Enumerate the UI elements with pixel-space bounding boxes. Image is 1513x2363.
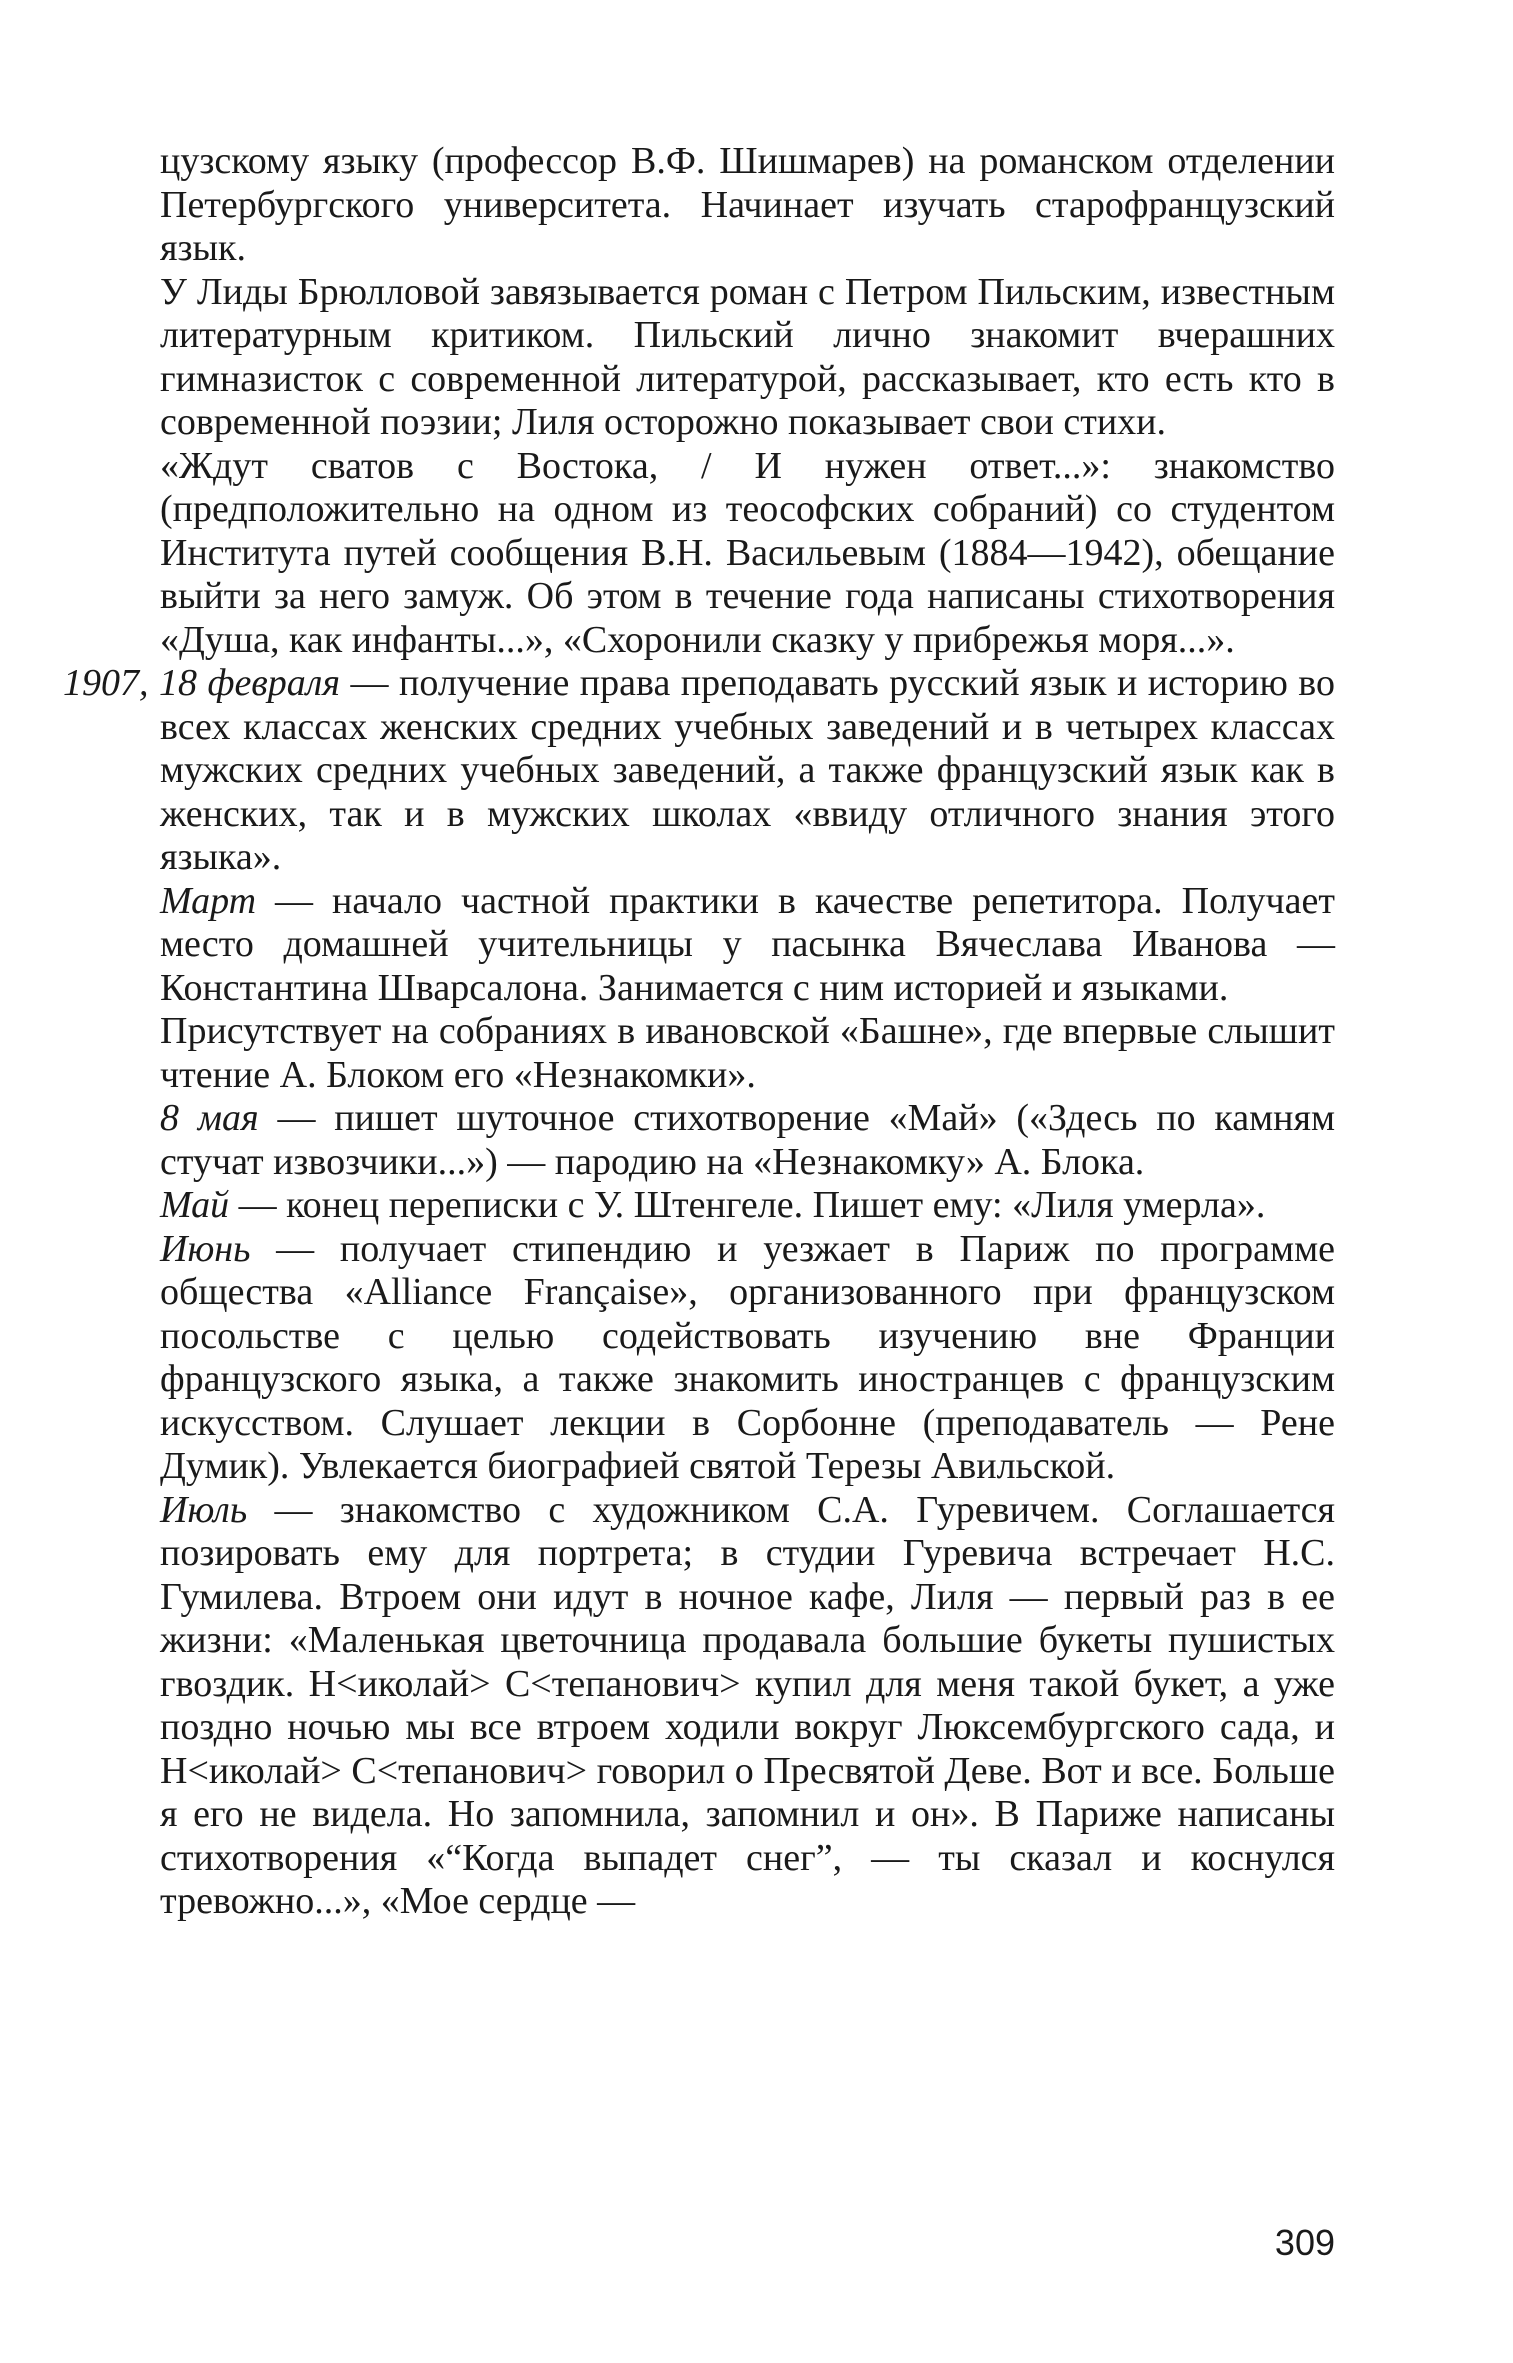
paragraph-text: — получает стипендию и уезжает в Париж по программе общества «Alliance Française», организованного при французском посольстве с целью содействовать изучению вне Франции французского языка, а также знакомить иностранцев с французским искусством. Слушает лекции в Сорбонне (преподаватель — Рене Думик). Увлекается биографией святой Терезы Авильской.	[160, 1227, 1335, 1487]
paragraph-march	[160, 880, 1335, 1011]
paragraph-bashnya	[160, 1010, 1335, 1097]
paragraph-may	[160, 1184, 1335, 1228]
paragraph-july	[160, 1489, 1335, 1924]
paragraph-text: Присутствует на собраниях в ивановской «Башне», где впервые слышит чтение А. Блоком его «Незнакомки».	[160, 1010, 1335, 1096]
paragraph-text: — знакомство с художником С.А. Гуревичем. Соглашается позировать ему для портрета; в студии Гуревича встречает Н.С. Гумилева. Втроем они идут в ночное кафе, Лиля — первый раз в ее жизни: «Маленькая цветочница продавала большие букеты пушистых гвоздик. Н<иколай> С<тепанович> купил для меня такой букет, а уже поздно ночью мы все втроем ходили вокруг Люксембургского сада, и Н<иколай> С<тепанович> говорил о Пресвятой Деве. Вот и все. Больше я его не видела. Но запомнила, запомнил и он». В Париже написаны стихотворения «“Когда выпадет снег”, — ты сказал и коснулся тревожно...», «Мое сердце —	[160, 1488, 1335, 1922]
paragraph-text: — получение права преподавать русский язык и историю во всех классах женских средних учебных заведений и в четырех классах мужских средних учебных заведений, а также французский язык как в женских, так и в мужских школах «ввиду отличного знания этого языка».	[160, 662, 1335, 878]
entry-date: 1907, 18 февраля	[63, 662, 341, 704]
entry-date: Июнь	[160, 1227, 251, 1270]
book-page	[63, 140, 1335, 1924]
paragraph-text: — конец переписки с У. Штенгеле. Пишет ему: «Лиля умерла».	[229, 1184, 1266, 1226]
paragraph-vasiliev	[160, 445, 1335, 663]
entry-date: 8 мая	[160, 1097, 259, 1139]
entry-date: Март	[160, 879, 257, 922]
paragraph-university	[160, 140, 1335, 271]
paragraph-text: У Лиды Брюлловой завязывается роман с Петром Пильским, известным литературным критиком. Пильский лично знакомит вчерашних гимназисток с современной литературой, рассказывает, кто есть кто в современной поэзии; Лиля осторожно показывает свои стихи.	[160, 270, 1335, 443]
paragraph-text: «Ждут сватов с Востока, / И нужен ответ...»: знакомство (предположительно на одном из теософских собраний) со студентом Института путей сообщения В.Н. Васильевым (1884—1942), обещание выйти за него замуж. Об этом в течение года написаны стихотворения «Душа, как инфанты...», «Схоронили сказку у прибрежья моря...».	[160, 444, 1335, 661]
paragraph-text: цузскому языку (профессор В.Ф. Шишмарев) на романском отделении Петербургского университета. Начинает изучать старофранцузский язык.	[160, 140, 1335, 269]
paragraph-text: — пишет шуточное стихотворение «Май» («Здесь по камням стучат извозчики...») — пародию на «Незнакомку» А. Блока.	[160, 1097, 1335, 1183]
paragraph-brullova-pilsky	[160, 271, 1335, 445]
paragraph-8-may	[160, 1097, 1335, 1184]
entry-date: Май	[160, 1184, 230, 1226]
entry-date: Июль	[160, 1488, 248, 1531]
paragraph-1907-february	[63, 662, 1335, 880]
paragraph-june	[160, 1228, 1335, 1489]
paragraph-text: — начало частной практики в качестве репетитора. Получает место домашней учительницы у пасынка Вячеслава Иванова — Константина Шварсалона. Занимается с ним историей и языками.	[160, 879, 1335, 1009]
page-number: 309	[1274, 2222, 1335, 2263]
